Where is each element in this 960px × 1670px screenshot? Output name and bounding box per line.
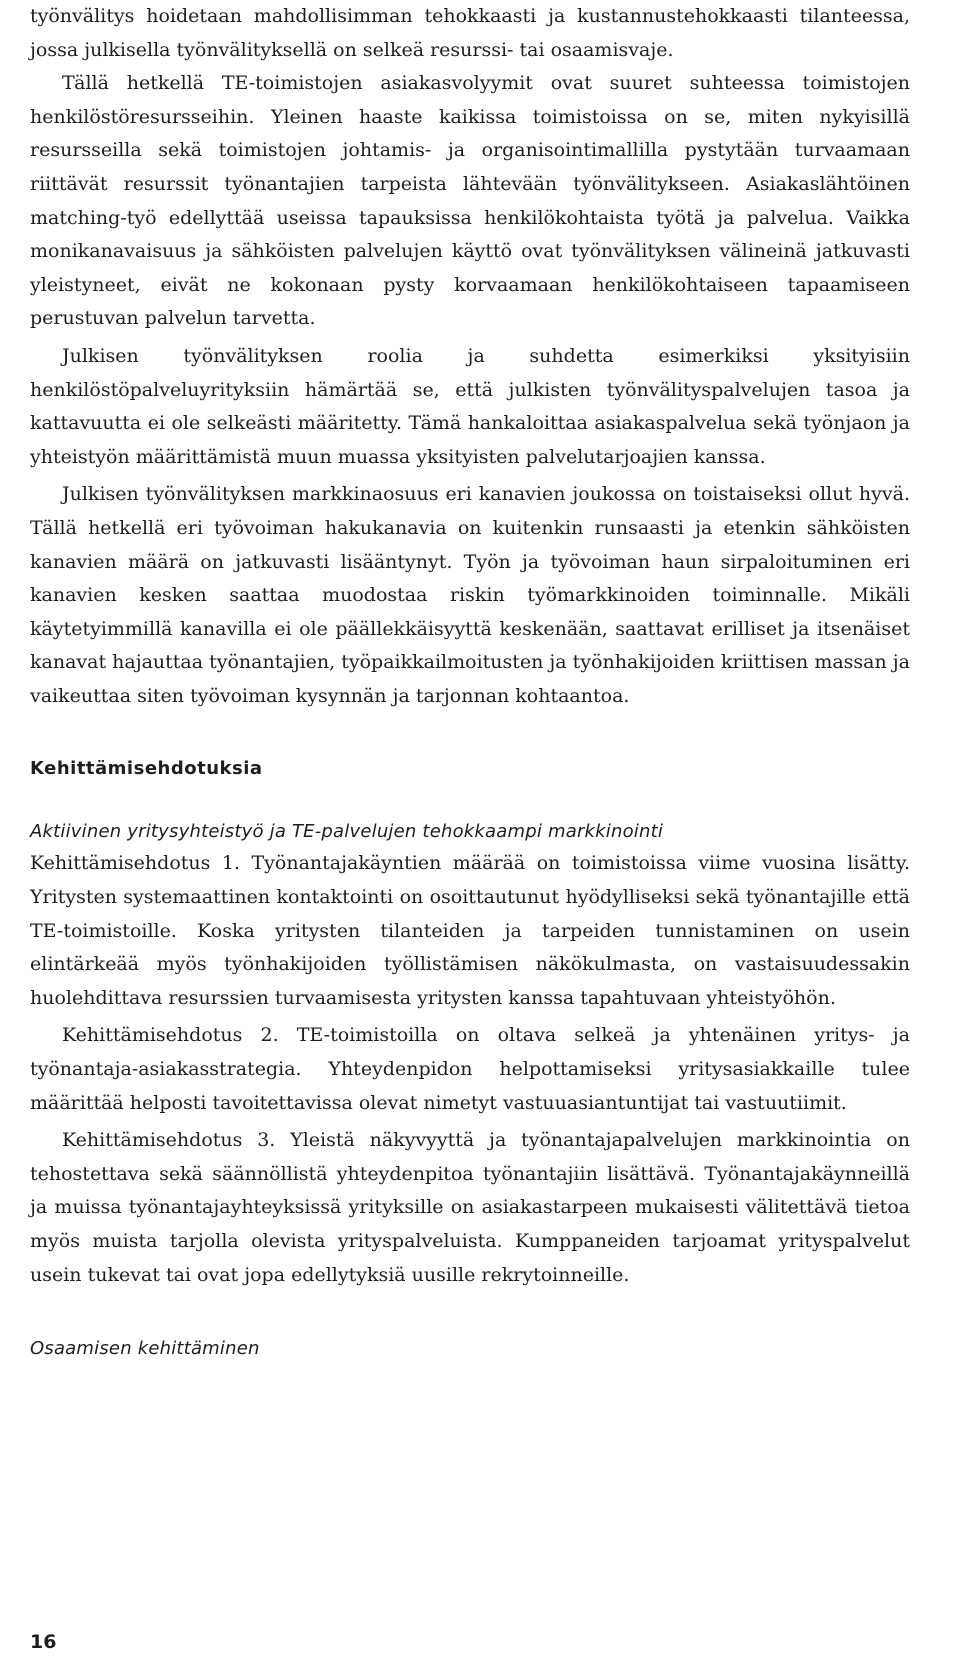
- proposal-3: Kehittämisehdotus 3. Yleistä näkyvyyttä ja työnantajapalvelujen markkinointia on tehostettava sekä säännöllistä yhteydenpitoa työnantajiin lisättävä. Työnantajakäynneillä ja muissa työnantajayhteyksissä yrityksille on asiakastarpeen mukaisesti välitettävä tietoa myös muista tarjolla olevista yrityspalveluista. Kumppaneiden tarjoamat yrityspalvelut usein tukevat tai ovat jopa edellytyksiä uusille rekrytoinneille.: [30, 1129, 910, 1286]
- proposal-1: Kehittämisehdotus 1. Työnantajakäyntien määrää on toimistoissa viime vuosina lisätty. Yritysten systemaattinen kontaktointi on osoittautunut hyödylliseksi sekä työnantajille että TE-toimistoille. Koska yritysten tilanteiden ja tarpeiden tunnistaminen on usein elintärkeää myös työnhakijoiden työllistämisen näkökulmasta, on vastaisuudessakin huolehdittava resurssien turvaamisesta yritysten kanssa tapahtuvaan yhteistyöhön.: [30, 852, 910, 1009]
- paragraph-role: Julkisen työnvälityksen roolia ja suhdetta esimerkiksi yksityisiin henkilöstöpalveluyrityksiin hämärtää se, että julkisten työnvälityspalvelujen tasoa ja kattavuutta ei ole selkeästi määritetty. Tämä hankaloittaa asiakaspalvelua sekä työnjaon ja yhteistyön määrittämistä muun muassa yksityisten palvelutarjoajien kanssa.: [30, 344, 910, 468]
- document-page: [30, 0, 910, 1364]
- page-number: 16: [30, 1631, 57, 1653]
- paragraph-continuation: työnvälitys hoidetaan mahdollisimman tehokkaasti ja kustannustehokkaasti tilanteessa, jossa julkisella työnvälityksellä on selkeä resurssi- tai osaamisvaje.: [30, 5, 910, 61]
- subheading-competence-development: Osaamisen kehittäminen: [30, 1338, 260, 1360]
- section-heading: Kehittämisehdotuksia: [30, 758, 263, 780]
- subheading-business-cooperation: Aktiivinen yritysyhteistyö ja TE-palvelujen tehokkaampi markkinointi: [30, 821, 664, 843]
- paragraph-market-share: Julkisen työnvälityksen markkinaosuus eri kanavien joukossa on toistaiseksi ollut hyvä. Tällä hetkellä eri työvoiman hakukanavia on kuitenkin runsaasti ja etenkin sähköisten kanavien määrä on jatkuvasti lisääntynyt. Työn ja työvoiman haun sirpaloituminen eri kanavien kesken saattaa muodostaa riskin työmarkkinoiden toiminnalle. Mikäli käytetyimmillä kanavilla ei ole päällekkäisyyttä keskenään, saattavat erilliset ja itsenäiset kanavat hajauttaa työnantajien, työpaikkailmoitusten ja työnhakijoiden kriittisen massan ja vaikeuttaa siten työvoiman kysynnän ja tarjonnan kohtaantoa.: [30, 483, 911, 707]
- proposal-2: Kehittämisehdotus 2. TE-toimistoilla on oltava selkeä ja yhtenäinen yritys- ja työnantaja-asiakasstrategia. Yhteydenpidon helpottamiseksi yritysasiakkaille tulee määrittää helposti tavoitettavissa olevat nimetyt vastuuasiantuntijat tai vastuutiimit.: [30, 1024, 910, 1114]
- paragraph-resources: Tällä hetkellä TE-toimistojen asiakasvolyymit ovat suuret suhteessa toimistojen henkilöstöresursseihin. Yleinen haaste kaikissa toimistoissa on se, miten nykyisillä resursseilla sekä toimistojen johtamis- ja organisointimallilla pystytään turvaamaan riittävät resurssit työnantajien tarpeista lähtevään työnvälitykseen. Asiakaslähtöinen matching-työ edellyttää useissa tapauksissa henkilökohtaista työtä ja palvelua. Vaikka monikanavaisuus ja sähköisten palvelujen käyttö ovat työnvälityksen välineinä jatkuvasti yleistyneet, eivät ne kokonaan pysty korvaamaan henkilökohtaiseen tapaamiseen perustuvan palvelun tarvetta.: [30, 72, 910, 330]
